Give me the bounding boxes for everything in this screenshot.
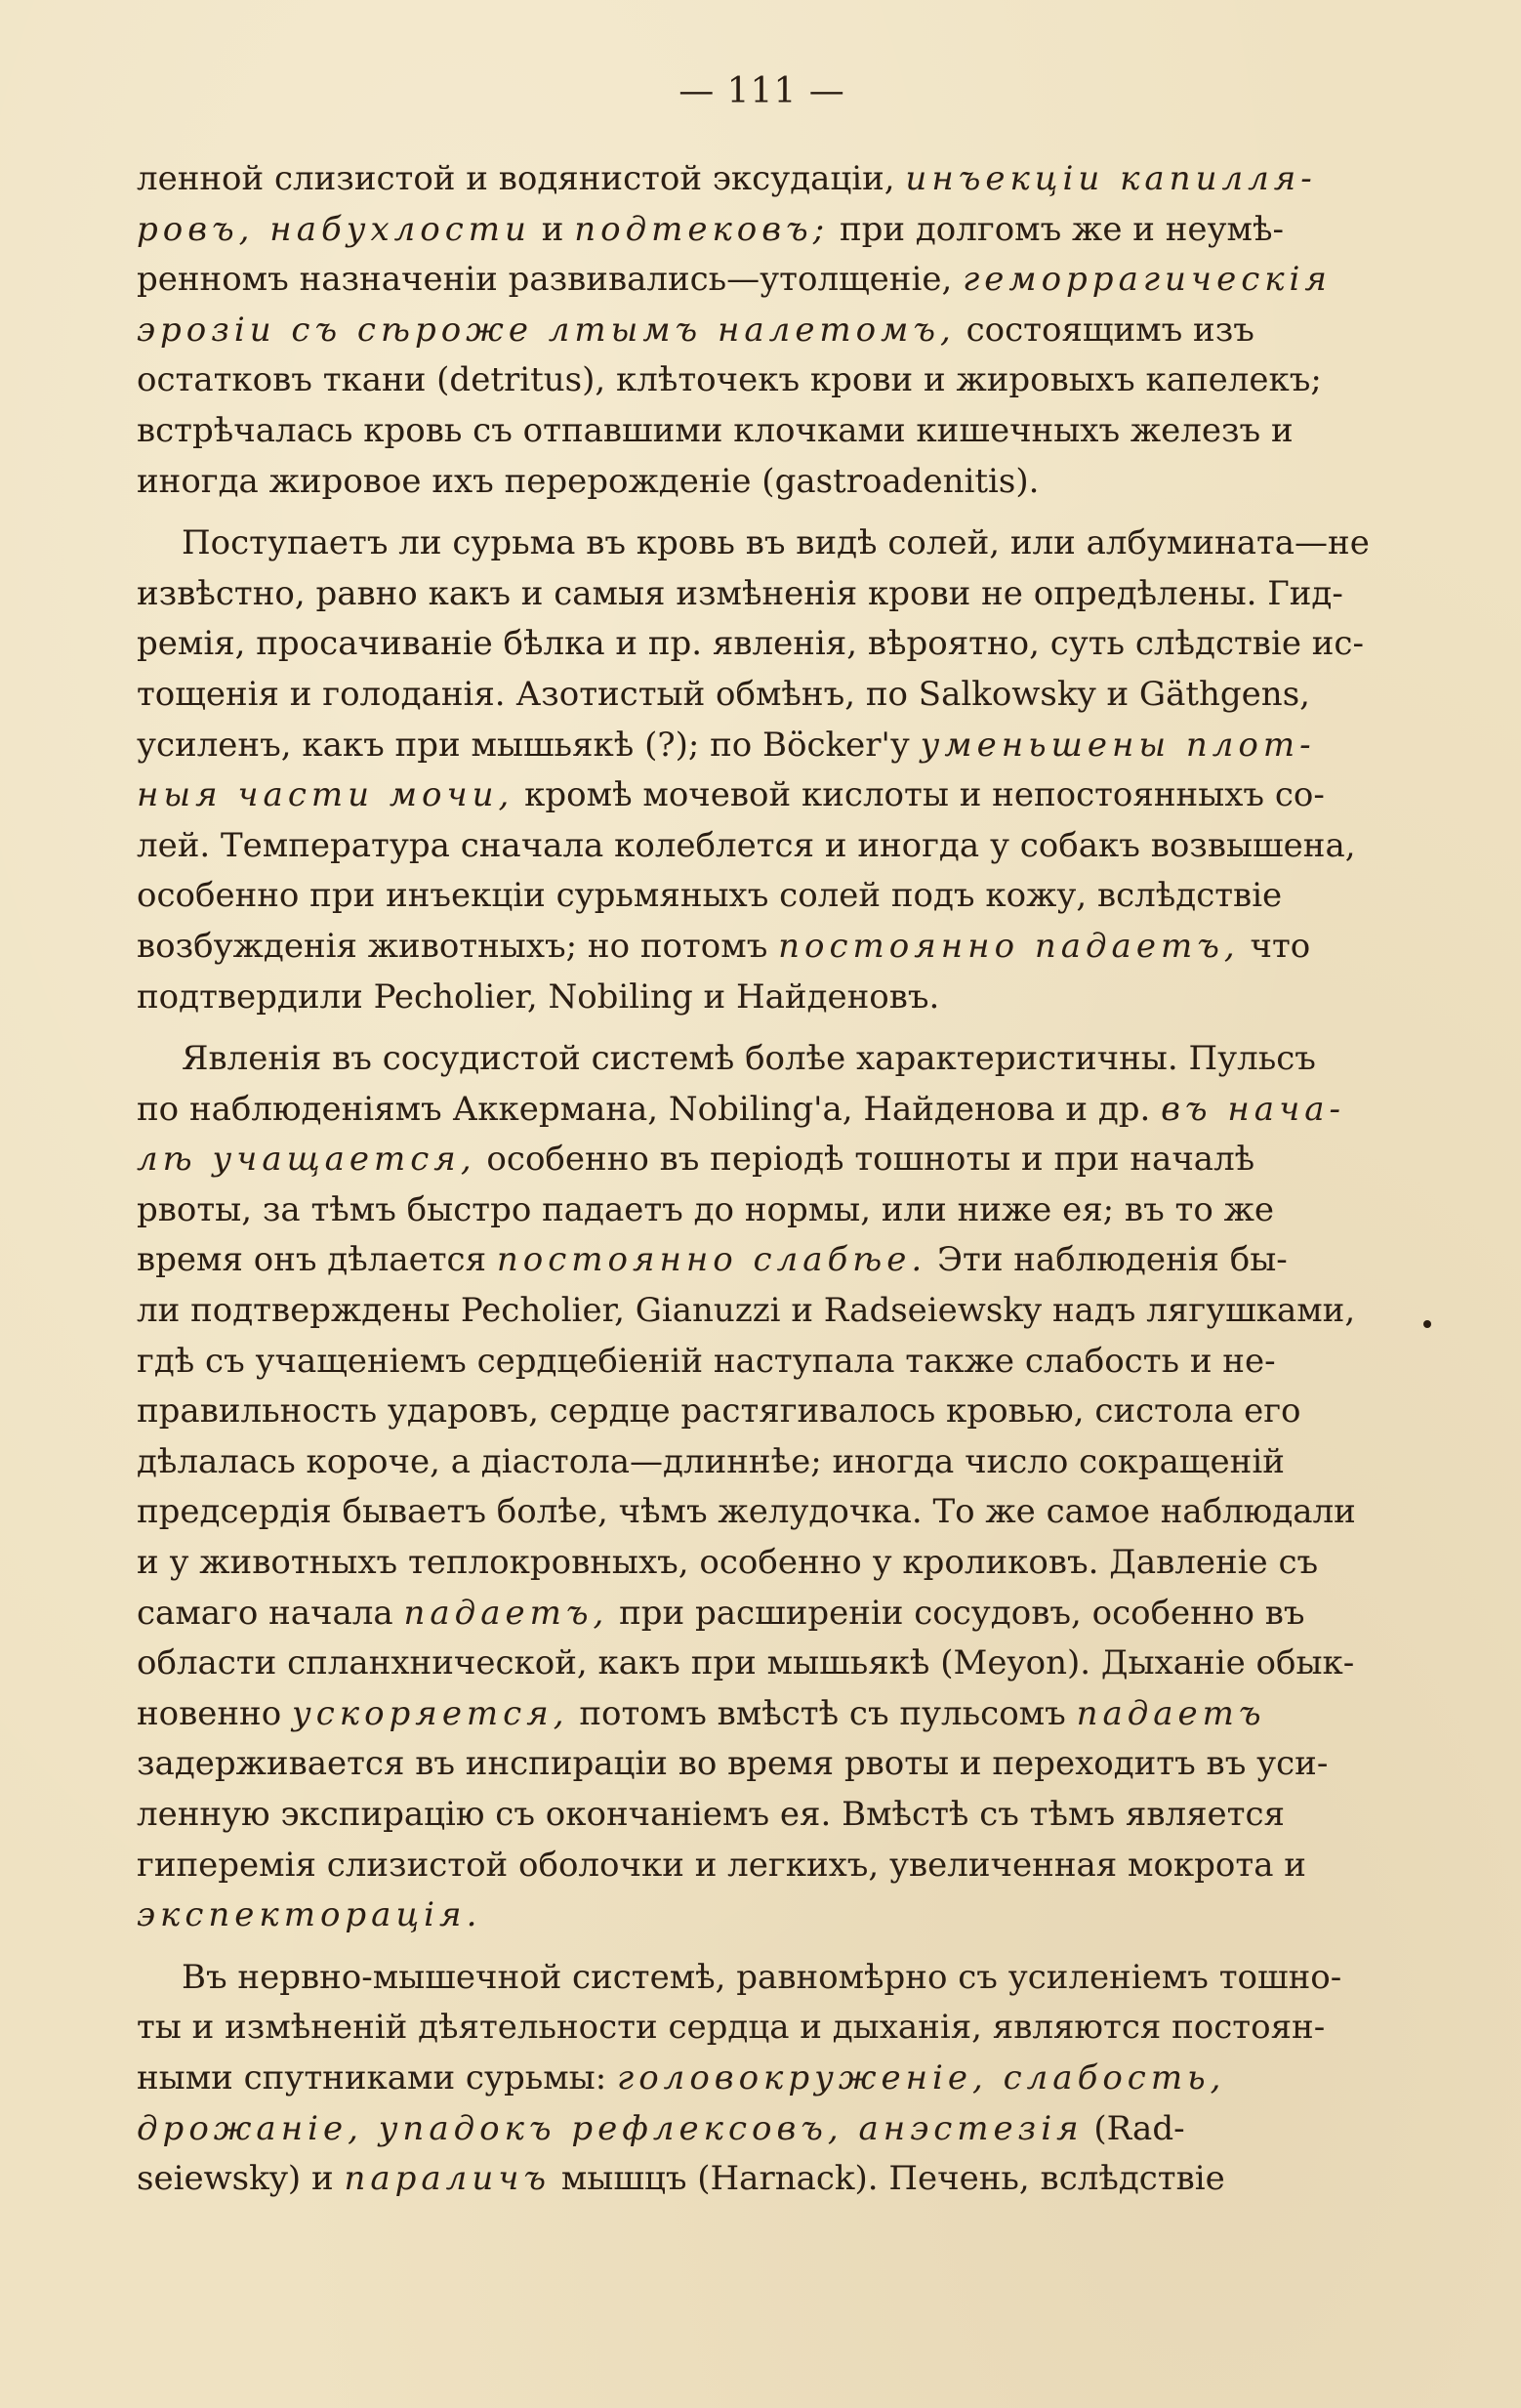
text-line: и у животныхъ теплокровныхъ, особенно у кроликовъ. Давленіе съ <box>137 1543 1319 1583</box>
text-line: экспекторація. <box>137 1895 482 1935</box>
text-line: Поступаетъ ли сурьма въ кровь въ видѣ солей, или албумината—не <box>182 523 1370 563</box>
text-line: иногда жировое ихъ перерожденіе (gastroadenitis). <box>137 461 1040 501</box>
text-line: лей. Температура сначала колеблется и иногда у собакъ возвышена, <box>137 825 1356 865</box>
text-line: ными спутниками сурьмы: головокруженіе, слабость, <box>137 2057 1226 2097</box>
text-line: возбужденія животныхъ; но потомъ постоянно падаетъ, что <box>137 926 1311 966</box>
text-line: ровъ, набухлости и подтековъ; при долгомъ же и неумѣ- <box>137 209 1284 249</box>
text-line: ренномъ назначеніи развивались—утолщеніе, геморрагическія <box>137 260 1332 300</box>
text-line: ныя части мочи, кромѣ мочевой кислоты и непостоянныхъ со- <box>137 775 1325 815</box>
text-line: дрожаніе, упадокъ рефлексовъ, анэстезія (Rad- <box>137 2108 1185 2148</box>
text-line: ли подтверждены Pecholier, Gianuzzi и Radseiewsky надъ лягушками, <box>137 1291 1356 1331</box>
paragraph-gap <box>137 507 1387 519</box>
text-line: гдѣ съ учащеніемъ сердцебіеній наступала также слабость и не- <box>137 1341 1276 1381</box>
text-line: задерживается въ инспираціи во время рвоты и переходитъ въ уси- <box>137 1744 1329 1784</box>
paragraph-gap <box>137 1941 1387 1953</box>
text-line: Явленія въ сосудистой системѣ болѣе характеристичны. Пульсъ <box>182 1039 1316 1079</box>
text-line: правильность ударовъ, сердце растягивалось кровью, систола его <box>137 1391 1301 1432</box>
text-line: по наблюденіямъ Аккермана, Nobiling'а, Найденова и др. въ нача- <box>137 1089 1345 1129</box>
text-line: эрозіи съ сѣроже лтымъ налетомъ, состоящимъ изъ <box>137 310 1254 350</box>
text-line: особенно при инъекціи сурьмяныхъ солей подъ кожу, вслѣдствіе <box>137 876 1283 916</box>
text-line: тощенія и голоданія. Азотистый обмѣнъ, по Salkowsky и Gäthgens, <box>137 674 1310 714</box>
text-line: дѣлалась короче, а діастола—длиннѣе; иногда число сокращеній <box>137 1441 1285 1481</box>
text-line: усиленъ, какъ при мышьякѣ (?); по Böcker'у уменьшены плот- <box>137 725 1316 765</box>
text-line: извѣстно, равно какъ и самыя измѣненія крови не опредѣлены. Гид- <box>137 573 1343 613</box>
text-line: остатковъ ткани (detritus), клѣточекъ крови и жировыхъ капелекъ; <box>137 360 1322 400</box>
text-line: ленной слизистой и водянистой эксудаціи, инъекціи капилля- <box>137 159 1317 198</box>
text-line: области спланхнической, какъ при мышьякѣ (Meyon). Дыханіе обык- <box>137 1643 1355 1683</box>
page-number: — 111 — <box>678 71 845 111</box>
text-line: ремія, просачиваніе бѣлка и пр. явленія, вѣроятно, суть слѣдствіе ис- <box>137 624 1364 664</box>
stray-dot-mark <box>1423 1320 1431 1328</box>
text-line: новенно ускоряется, потомъ вмѣстѣ съ пульсомъ падаетъ <box>137 1693 1266 1733</box>
text-line: время онъ дѣлается постоянно слабѣе. Эти наблюденія бы- <box>137 1240 1288 1280</box>
text-line: ленную экспирацію съ окончаніемъ ея. Вмѣстѣ съ тѣмъ является <box>137 1795 1285 1834</box>
text-line: Въ нервно-мышечной системѣ, равномѣрно съ усиленіемъ тошно- <box>182 1957 1342 1997</box>
body-text <box>137 154 1387 2205</box>
text-line: рвоты, за тѣмъ быстро падаетъ до нормы, или ниже ея; въ то же <box>137 1189 1274 1229</box>
text-line: ты и измѣненій дѣятельности сердца и дыханія, являются постоян- <box>137 2008 1326 2048</box>
paragraph-gap <box>137 1022 1387 1034</box>
text-line: гиперемія слизистой оболочки и легкихъ, увеличенная мокрота и <box>137 1845 1306 1885</box>
text-line: встрѣчалась кровь съ отпавшими клочками кишечныхъ железъ и <box>137 410 1294 450</box>
text-line: самаго начала падаетъ, при расширеніи сосудовъ, особенно въ <box>137 1593 1305 1633</box>
text-line: подтвердили Pecholier, Nobiling и Найденовъ. <box>137 976 940 1017</box>
text-line: предсердія бываетъ болѣе, чѣмъ желудочка. То же самое наблюдали <box>137 1492 1356 1532</box>
text-line: seiewsky) и параличъ мышцъ (Harnack). Печень, вслѣдствіе <box>137 2159 1225 2199</box>
text-line: лѣ учащается, особенно въ періодѣ тошноты и при началѣ <box>137 1140 1255 1180</box>
